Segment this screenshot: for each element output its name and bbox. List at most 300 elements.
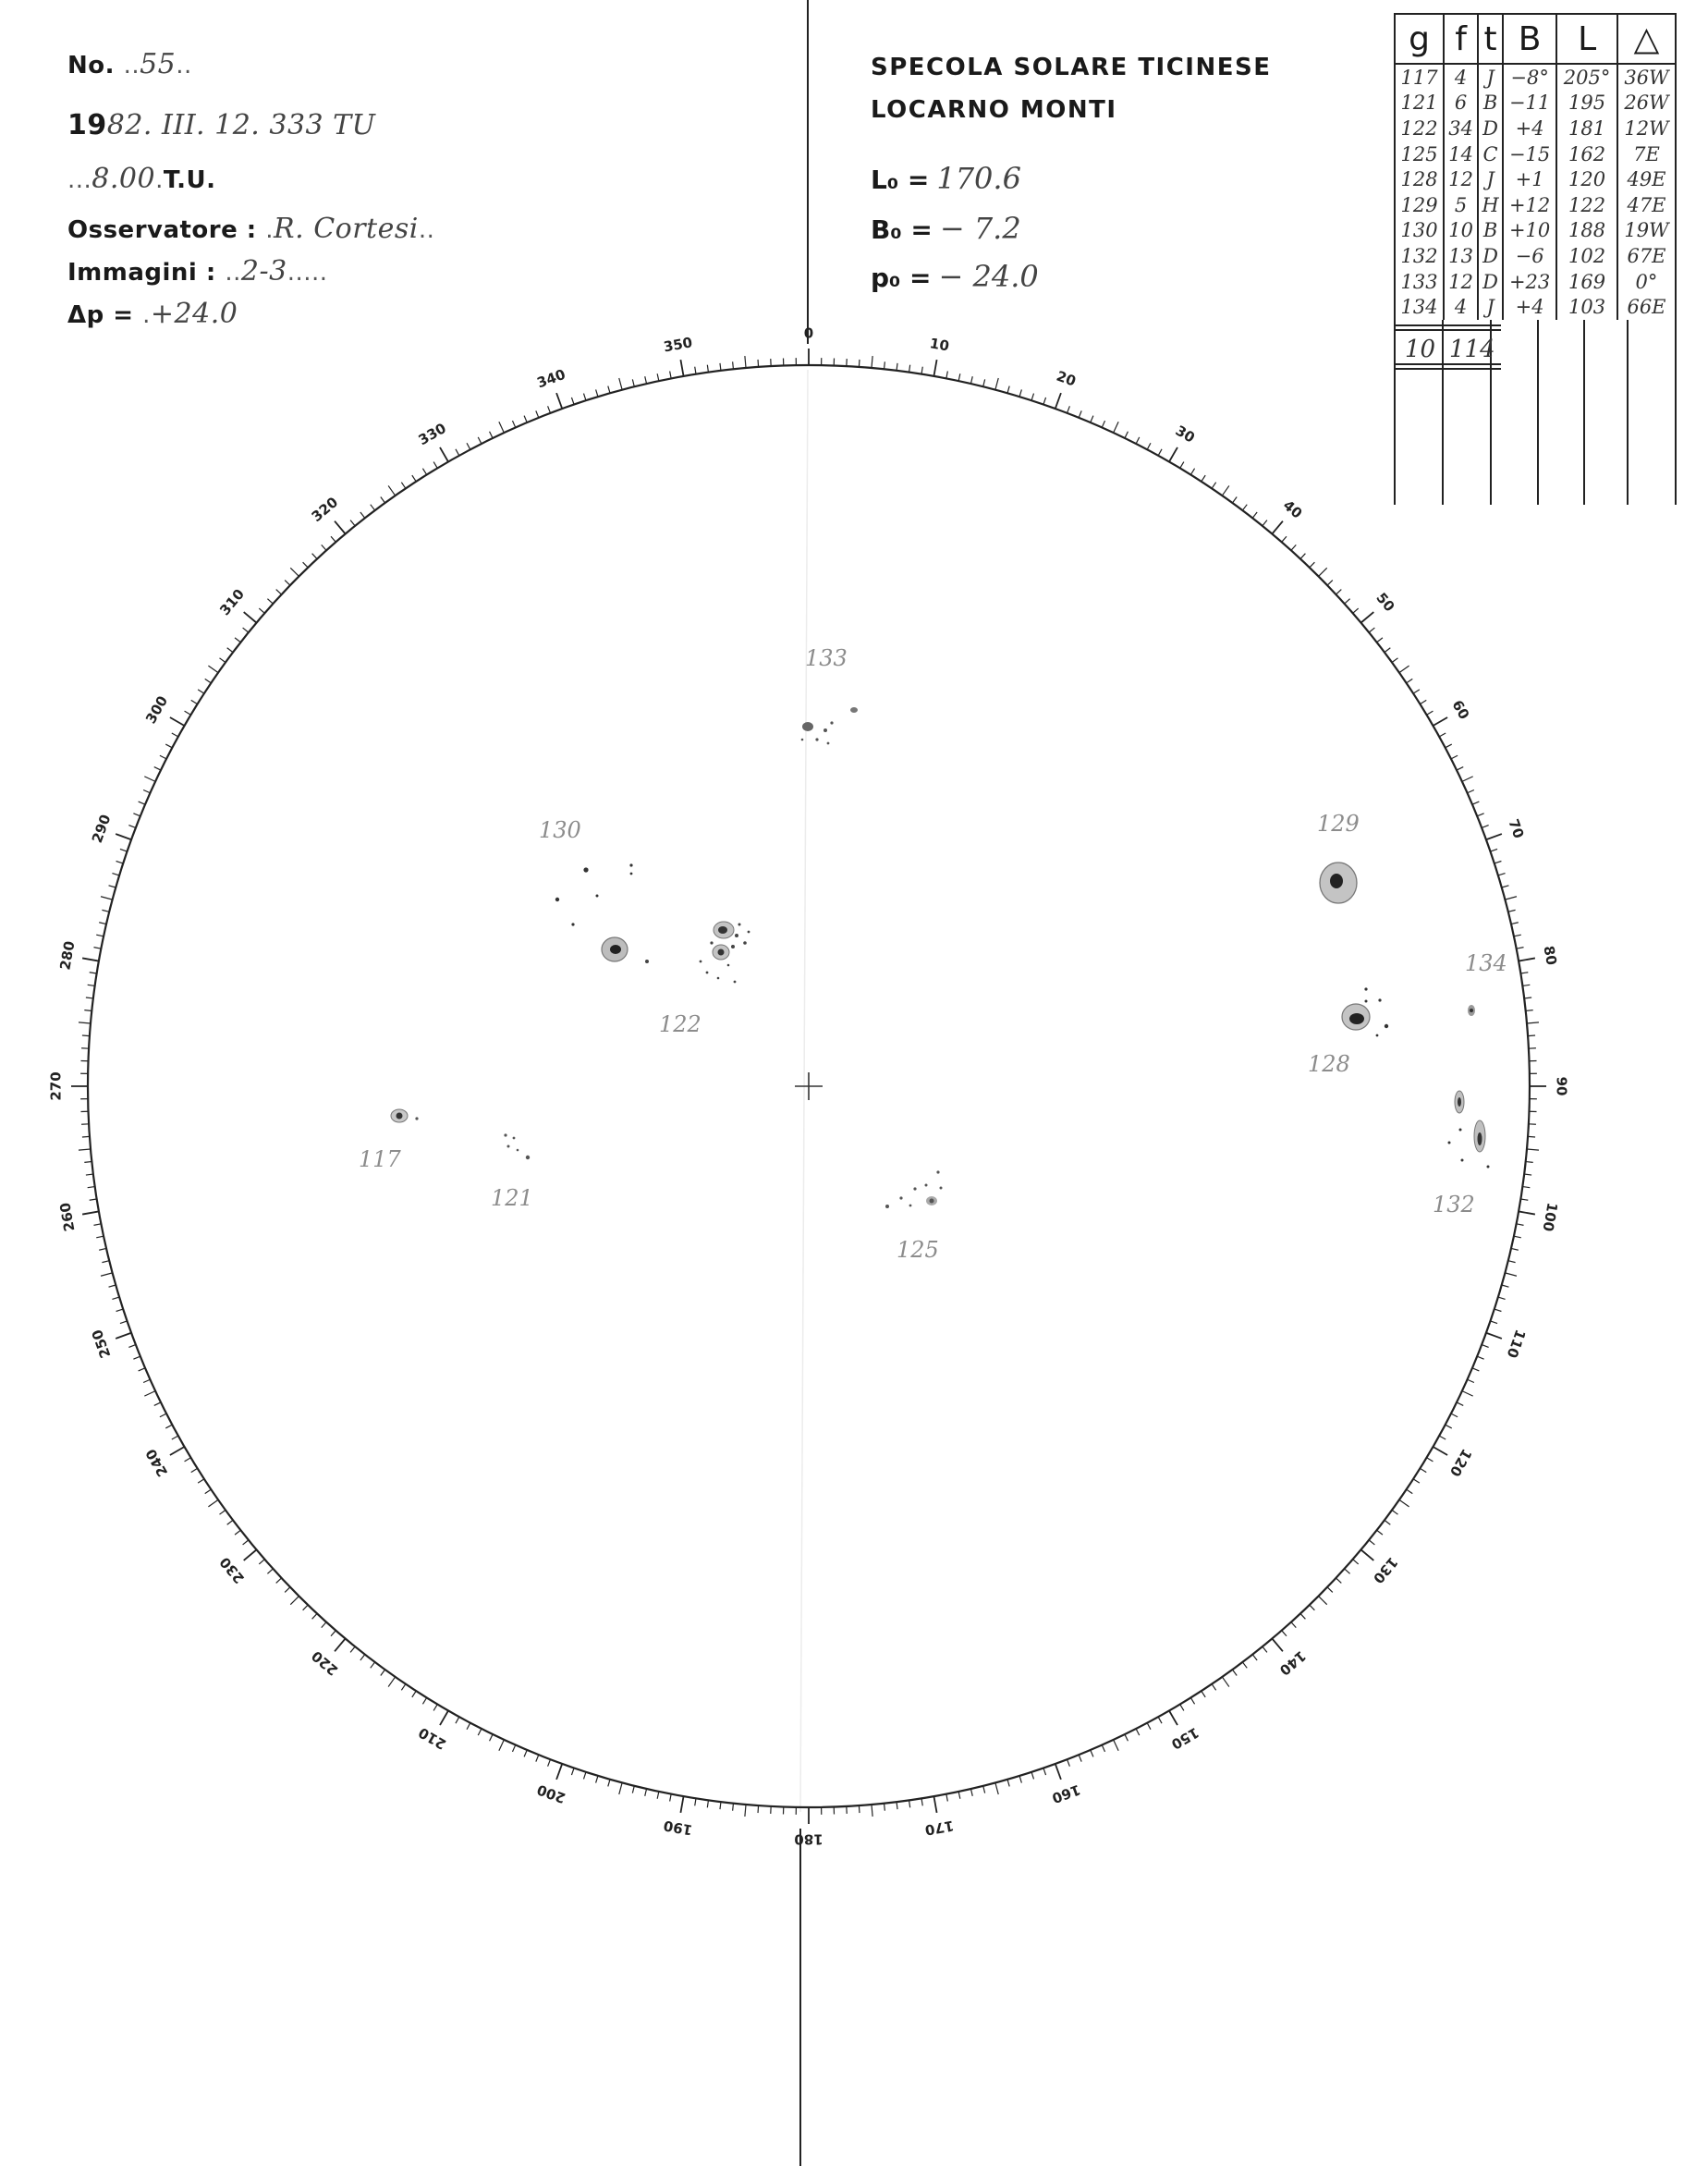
degree-tick <box>556 393 562 409</box>
degree-tick <box>331 536 336 542</box>
degree-tick <box>99 1248 106 1250</box>
observer-label: Osservatore : <box>67 216 257 244</box>
degree-tick <box>1031 1772 1033 1780</box>
cell-g: 117 <box>1395 64 1444 91</box>
degree-tick <box>548 1759 551 1766</box>
cell-L: 102 <box>1556 243 1617 269</box>
degree-tick <box>548 406 551 412</box>
degree-tick <box>512 421 515 427</box>
cell-t: J <box>1478 166 1503 192</box>
degree-tick <box>1291 1622 1296 1628</box>
time-value: 8.00 <box>92 163 156 195</box>
degree-tick <box>1202 475 1205 482</box>
date-value: 82. III. 12. 333 TU <box>106 109 376 141</box>
group-label-117: 117 <box>359 1146 401 1172</box>
degree-tick <box>596 1776 598 1783</box>
spot-group-130 <box>555 863 633 925</box>
degree-tick <box>1055 1764 1061 1780</box>
degree-tick <box>695 1798 696 1805</box>
time-suffix: T.U. <box>163 166 216 194</box>
degree-tick <box>422 469 426 475</box>
degree-tick <box>1007 1780 1009 1787</box>
degree-tick <box>102 1261 109 1263</box>
cell-t: J <box>1478 64 1503 91</box>
total-groups: 10 <box>1405 335 1436 363</box>
degree-tick <box>571 398 574 405</box>
degree-tick <box>933 360 936 376</box>
cell-f: 5 <box>1444 192 1478 218</box>
degree-tick <box>154 767 161 771</box>
degree-tick <box>1385 1520 1390 1524</box>
degree-tick <box>1446 744 1452 748</box>
degree-label-30: 30 <box>1172 422 1198 447</box>
degree-tick <box>1522 1187 1530 1188</box>
degree-tick <box>99 923 106 924</box>
degree-tick <box>1263 520 1267 526</box>
degree-tick <box>733 361 734 369</box>
degree-tick <box>1377 1530 1383 1535</box>
degree-tick <box>1031 394 1033 401</box>
degree-tick <box>758 360 759 367</box>
degree-tick <box>583 394 585 401</box>
degree-tick <box>1520 1199 1528 1200</box>
degree-tick <box>1486 834 1502 839</box>
degree-tick <box>1202 1691 1205 1697</box>
table-row <box>1395 243 1676 269</box>
degree-tick <box>371 1662 375 1668</box>
cell-L: 195 <box>1556 91 1617 116</box>
table-row <box>1395 166 1676 192</box>
degree-tick <box>139 1368 145 1371</box>
degree-tick <box>1242 1662 1247 1668</box>
ephemeris-L0 <box>871 161 1021 196</box>
degree-tick <box>205 1489 212 1493</box>
cell-B: +23 <box>1503 269 1556 295</box>
degree-tick <box>909 365 910 373</box>
degree-tick <box>128 1345 135 1348</box>
cell-f: 4 <box>1444 64 1478 91</box>
degree-tick <box>467 443 470 449</box>
cell-B: −15 <box>1503 141 1556 167</box>
degree-tick <box>1222 1677 1228 1687</box>
degree-tick <box>1114 422 1118 433</box>
cell-delta: 36W <box>1617 64 1676 91</box>
cell-B: −8° <box>1503 64 1556 91</box>
degree-tick <box>219 1510 225 1514</box>
degree-tick <box>970 1789 972 1796</box>
delta-p-value: +24.0 <box>150 298 238 330</box>
degree-tick <box>331 1631 336 1636</box>
degree-tick <box>1519 1211 1535 1214</box>
table-row <box>1395 294 1676 320</box>
group-label-128: 128 <box>1308 1051 1350 1077</box>
degree-label-20: 20 <box>1054 367 1079 390</box>
degree-tick <box>758 1805 759 1813</box>
degree-tick <box>276 590 282 594</box>
cell-delta: 12W <box>1617 116 1676 141</box>
degree-tick <box>244 612 257 623</box>
degree-tick <box>276 1578 282 1583</box>
degree-tick <box>322 545 326 550</box>
degree-tick <box>360 1655 365 1660</box>
group-label-130: 130 <box>539 817 581 843</box>
degree-tick <box>1528 1136 1535 1137</box>
degree-tick <box>116 834 131 839</box>
degree-tick <box>1427 1458 1434 1462</box>
degree-tick <box>198 1479 204 1483</box>
degree-tick <box>1505 1273 1517 1276</box>
degree-tick <box>1511 1248 1519 1250</box>
degree-tick <box>933 1796 936 1813</box>
degree-tick <box>1169 1710 1177 1725</box>
degree-label-40: 40 <box>1279 496 1306 522</box>
degree-tick <box>1524 997 1531 998</box>
degree-tick <box>1068 1759 1070 1766</box>
number-label: No. <box>67 52 115 80</box>
degree-tick <box>1377 638 1383 642</box>
degree-tick <box>1272 521 1283 534</box>
degree-tick <box>160 755 166 759</box>
degree-tick <box>1272 1639 1283 1652</box>
degree-tick <box>1291 545 1296 550</box>
degree-tick <box>440 447 448 462</box>
degree-tick <box>645 1789 647 1796</box>
degree-tick <box>1505 897 1517 899</box>
degree-tick <box>109 1285 116 1287</box>
degree-tick <box>921 1798 922 1805</box>
cell-t: J <box>1478 294 1503 320</box>
degree-tick <box>1482 826 1488 828</box>
degree-tick <box>1511 923 1519 924</box>
degree-tick <box>680 360 683 376</box>
degree-label-170: 170 <box>923 1817 956 1839</box>
degree-tick <box>191 700 198 704</box>
degree-tick <box>884 361 885 369</box>
degree-tick <box>133 814 140 816</box>
degree-tick <box>1327 581 1333 586</box>
degree-tick <box>1528 1035 1535 1036</box>
cell-t: D <box>1478 116 1503 141</box>
degree-tick <box>1190 469 1194 475</box>
degree-tick <box>524 416 527 422</box>
table-row <box>1395 192 1676 218</box>
cell-delta: 0° <box>1617 269 1676 295</box>
cell-delta: 19W <box>1617 218 1676 244</box>
degree-tick <box>312 554 317 559</box>
degree-tick <box>859 360 860 367</box>
degree-label-100: 100 <box>1539 1201 1561 1233</box>
degree-tick <box>1102 421 1104 427</box>
degree-tick <box>360 512 365 518</box>
degree-tick <box>1125 432 1128 438</box>
degree-tick <box>745 356 746 368</box>
cell-B: −6 <box>1503 243 1556 269</box>
degree-tick <box>1147 443 1151 449</box>
degree-tick <box>1486 1333 1502 1339</box>
group-label-129: 129 <box>1317 811 1360 837</box>
degree-tick <box>101 1273 113 1276</box>
degree-label-300: 300 <box>141 692 172 727</box>
degree-tick <box>1353 608 1359 613</box>
degree-tick <box>707 1800 708 1807</box>
degree-tick <box>219 658 225 663</box>
degree-tick <box>1517 1224 1524 1226</box>
degree-tick <box>478 1729 482 1735</box>
degree-tick <box>116 1333 131 1339</box>
degree-tick <box>172 1436 178 1439</box>
degree-tick <box>499 1740 504 1751</box>
degree-tick <box>1369 1540 1374 1545</box>
ephemeris-B0 <box>871 211 1021 246</box>
degree-tick <box>596 389 598 397</box>
degree-tick <box>1451 1413 1458 1417</box>
B0-label: B₀ = <box>871 214 933 245</box>
degree-tick <box>86 1174 93 1175</box>
degree-tick <box>499 422 504 433</box>
cell-B: +12 <box>1503 192 1556 218</box>
degree-tick <box>267 599 273 604</box>
degree-tick <box>303 562 309 568</box>
degree-tick <box>170 1447 185 1455</box>
degree-tick <box>1079 1755 1081 1761</box>
degree-tick <box>433 1705 437 1711</box>
degree-tick <box>1508 910 1516 912</box>
date-prefix: 19 <box>67 109 107 141</box>
degree-tick <box>205 679 212 682</box>
degree-label-160: 160 <box>1049 1781 1083 1807</box>
cell-f: 12 <box>1444 166 1478 192</box>
cell-delta: 7E <box>1617 141 1676 167</box>
cell-L: 188 <box>1556 218 1617 244</box>
degree-tick <box>1508 1261 1516 1263</box>
cell-delta: 67E <box>1617 243 1676 269</box>
degree-tick <box>1407 679 1413 682</box>
degree-label-340: 340 <box>534 365 568 392</box>
degree-tick <box>619 1782 622 1794</box>
degree-tick <box>1180 1705 1184 1711</box>
degree-label-350: 350 <box>662 334 694 356</box>
spot-group-134 <box>1468 1005 1475 1016</box>
degree-tick <box>371 505 375 510</box>
cell-f: 14 <box>1444 141 1478 167</box>
col-header-L: L <box>1556 14 1617 64</box>
degree-tick <box>1369 628 1374 632</box>
degree-tick <box>82 958 99 961</box>
cell-t: B <box>1478 218 1503 244</box>
cell-delta: 49E <box>1617 166 1676 192</box>
degree-tick <box>720 363 721 371</box>
degree-tick <box>1527 1022 1539 1023</box>
cell-f: 13 <box>1444 243 1478 269</box>
degree-tick <box>433 462 437 469</box>
spot-group-121 <box>504 1133 530 1159</box>
degree-tick <box>1399 666 1409 672</box>
degree-tick <box>1477 814 1483 816</box>
degree-tick <box>285 1587 290 1593</box>
degree-tick <box>198 690 204 693</box>
degree-tick <box>536 1755 539 1761</box>
degree-tick <box>1190 1697 1194 1704</box>
group-label-122: 122 <box>659 1011 702 1037</box>
degree-tick <box>1091 416 1093 422</box>
degree-tick <box>112 1297 119 1299</box>
degree-tick <box>657 373 659 381</box>
cell-L: 169 <box>1556 269 1617 295</box>
cell-delta: 66E <box>1617 294 1676 320</box>
degree-tick <box>1222 485 1228 496</box>
degree-tick <box>1451 755 1458 759</box>
degree-tick <box>1282 536 1287 542</box>
degree-tick <box>1420 1468 1426 1472</box>
col-header-f: f <box>1444 14 1478 64</box>
degree-tick <box>1468 1379 1474 1382</box>
degree-tick <box>102 910 109 912</box>
degree-tick <box>1413 690 1420 693</box>
degree-label-200: 200 <box>534 1781 568 1807</box>
degree-tick <box>909 1800 910 1807</box>
degree-tick <box>109 886 116 887</box>
degree-label-250: 250 <box>88 1327 115 1361</box>
degree-tick <box>243 1540 249 1545</box>
degree-tick <box>381 496 385 502</box>
ephemeris-p0 <box>871 259 1039 294</box>
col-header-t: t <box>1478 14 1503 64</box>
degree-tick <box>1300 554 1305 559</box>
degree-label-290: 290 <box>88 812 115 846</box>
degree-tick <box>1439 733 1446 737</box>
cell-g: 121 <box>1395 91 1444 116</box>
cell-B: +10 <box>1503 218 1556 244</box>
degree-tick <box>536 410 539 417</box>
degree-tick <box>1502 1285 1509 1287</box>
degree-tick <box>267 1569 273 1573</box>
cell-t: C <box>1478 141 1503 167</box>
degree-tick <box>96 935 104 936</box>
degree-label-110: 110 <box>1503 1327 1530 1361</box>
degree-tick <box>1043 398 1046 405</box>
degree-tick <box>1514 935 1521 936</box>
degree-label-140: 140 <box>1275 1646 1310 1679</box>
degree-tick <box>1319 568 1327 576</box>
degree-tick <box>116 861 124 863</box>
degree-tick <box>1494 1309 1502 1311</box>
degree-tick <box>1472 1368 1479 1371</box>
cell-g: 128 <box>1395 166 1444 192</box>
degree-label-180: 180 <box>794 1830 824 1848</box>
degree-tick <box>86 997 93 998</box>
degree-tick <box>227 648 233 653</box>
degree-tick <box>632 379 634 386</box>
cell-f: 12 <box>1444 269 1478 295</box>
degree-tick <box>1345 1569 1350 1573</box>
degree-label-280: 280 <box>56 939 79 972</box>
cell-delta: 47E <box>1617 192 1676 218</box>
degree-tick <box>1019 389 1021 397</box>
cell-L: 162 <box>1556 141 1617 167</box>
degree-tick <box>312 1613 317 1619</box>
degree-tick <box>983 379 985 386</box>
degree-tick <box>1055 393 1061 409</box>
degree-tick <box>165 744 172 748</box>
degree-tick <box>1427 711 1434 715</box>
degree-tick <box>235 638 240 642</box>
degree-tick <box>208 1499 218 1506</box>
degree-tick <box>388 485 395 496</box>
degree-tick <box>1524 1174 1531 1175</box>
degree-tick <box>1494 861 1502 863</box>
table-row <box>1395 269 1676 295</box>
degree-tick <box>259 608 264 613</box>
p0-label: p₀ = <box>871 263 932 293</box>
degree-tick <box>556 1764 562 1780</box>
degree-tick <box>1491 1321 1498 1324</box>
degree-tick <box>440 1710 448 1725</box>
degree-tick <box>720 1802 721 1809</box>
cell-B: +4 <box>1503 294 1556 320</box>
degree-tick <box>1300 1613 1305 1619</box>
observation-date <box>67 109 375 141</box>
degree-tick <box>290 568 299 576</box>
observatory-name: SPECOLA SOLARE TICINESE <box>871 54 1272 81</box>
total-spots: 114 <box>1449 335 1495 363</box>
degree-tick <box>112 874 119 875</box>
degree-tick <box>1353 1560 1359 1564</box>
cell-f: 10 <box>1444 218 1478 244</box>
degree-tick <box>1457 1402 1463 1406</box>
disk-center-cross <box>795 1072 823 1100</box>
cell-B: −11 <box>1503 91 1556 116</box>
col-header-B: B <box>1503 14 1556 64</box>
degree-tick <box>1462 777 1473 781</box>
images-value: 2-3 <box>240 255 287 288</box>
degree-tick <box>884 1804 885 1811</box>
degree-tick <box>185 1458 191 1462</box>
degree-tick <box>1491 849 1498 851</box>
degree-tick <box>1420 700 1426 704</box>
degree-tick <box>1319 1597 1327 1605</box>
degree-tick <box>1212 1684 1215 1691</box>
degree-tick <box>82 1211 99 1214</box>
cell-f: 6 <box>1444 91 1478 116</box>
group-table <box>1394 13 1677 505</box>
degree-tick <box>235 1530 240 1535</box>
degree-tick <box>185 711 191 715</box>
degree-tick <box>412 1691 416 1697</box>
degree-tick <box>1413 1479 1420 1483</box>
L0-label: L₀ = <box>871 165 930 195</box>
degree-tick <box>1114 1740 1118 1751</box>
degree-tick <box>946 371 948 378</box>
table-row <box>1395 91 1676 116</box>
degree-tick <box>244 1549 257 1560</box>
degree-tick <box>143 789 150 792</box>
degree-tick <box>1232 1670 1237 1675</box>
cell-g: 125 <box>1395 141 1444 167</box>
group-label-132: 132 <box>1433 1192 1475 1218</box>
degree-tick <box>1514 1236 1521 1238</box>
sheet-number: No. ..55.. <box>67 48 192 80</box>
degree-tick <box>1068 406 1070 412</box>
degree-label-50: 50 <box>1372 589 1398 616</box>
L0-value: 170.6 <box>936 161 1021 196</box>
spot-group-133 <box>801 707 858 744</box>
degree-tick <box>1310 1605 1315 1610</box>
degree-tick <box>1399 1499 1409 1506</box>
degree-tick <box>680 1796 683 1813</box>
cell-g: 122 <box>1395 116 1444 141</box>
cell-f: 4 <box>1444 294 1478 320</box>
degree-tick <box>101 897 113 899</box>
